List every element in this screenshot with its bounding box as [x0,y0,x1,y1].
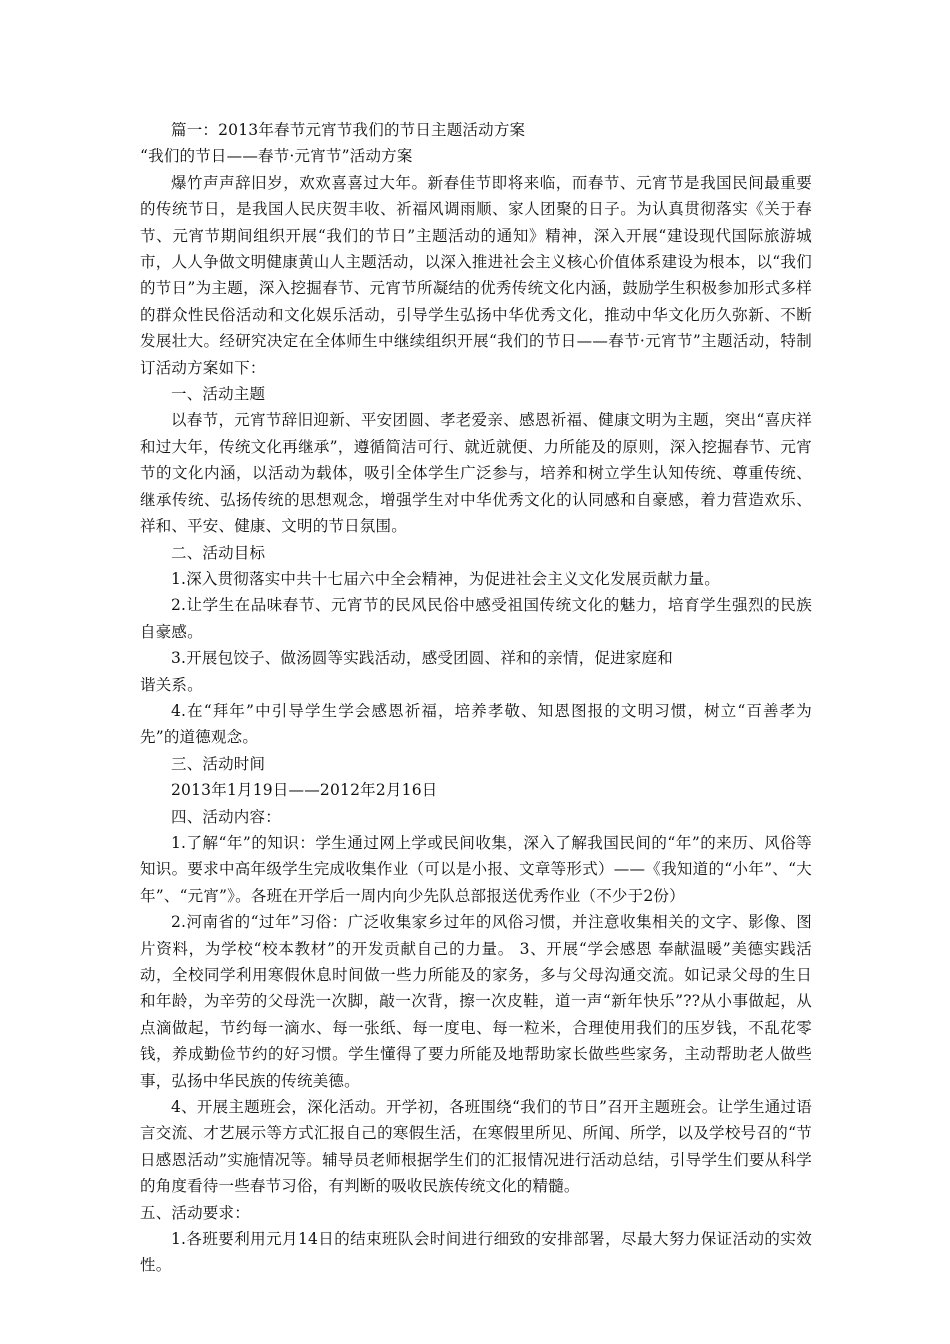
section-2-item-4: 4.在“拜年”中引导学生学会感恩祈福，培养孝敬、知恩图报的文明习惯，树立“百善孝为先”的道德观念。 [140,701,812,747]
section-1-body: 以春节，元宵节辞旧迎新、平安团圆、孝老爱亲、感恩祈福、健康文明为主题，突出“喜庆祥和过大年，传统文化再继承”，遵循简洁可行、就近就便、力所能及的原则，深入挖掘春节、元宵节的文化内涵，以活动为载体，吸引全体学生广泛参与，培养和树立学生认知传统、尊重传统、继承传统、弘扬传统的思想观念，增强学生对中华优秀文化的认同感和自豪感，着力营造欢乐、祥和、平安、健康、文明的节日氛围。 [140,411,812,536]
section-4-item-2: 2.河南省的“过年”习俗：广泛收集家乡过年的风俗习惯，并注意收集相关的文字、影像、图片资料，为学校“校本教材”的开发贡献自己的力量。 3、开展“学会感恩 奉献温暖”美德实践活动，全校同学利用寒假休息时间做一些力所能及的家务，多与父母沟通交流。如记录父母的生日和年龄，为辛劳的父母洗一次脚，敲一次背，擦一次皮鞋，道一声“新年快乐”??从小事做起，从点滴做起，节约每一滴水、每一张纸、每一度电、每一粒米，合理使用我们的压岁钱，不乱花零钱，养成勤俭节约的好习惯。学生懂得了要力所能及地帮助家长做些些家务，主动帮助老人做些事，弘扬中华民族的传统美德。 [140,913,812,1090]
intro-paragraph: 爆竹声声辞旧岁，欢欢喜喜过大年。新春佳节即将来临，而春节、元宵节是我国民间最重要的传统节日，是我国人民庆贺丰收、祈福风调雨顺、家人团聚的日子。为认真贯彻落实《关于春节、元宵节期间组织开展“我们的节日”主题活动的通知》精神，深入开展“建设现代国际旅游城市，人人争做文明健康黄山人主题活动，以深入推进社会主义核心价值体系建设为根本，以“我们的节日”为主题，深入挖掘春节、元宵节所凝结的优秀传统文化内涵，鼓励学生积极参加形式多样的群众性民俗活动和文化娱乐活动，引导学生弘扬中华优秀文化，推动中华文化历久弥新、不断发展壮大。经研究决定在全体师生中继续组织开展“我们的节日——春节·元宵节”主题活动，特制订活动方案如下： [140,173,812,377]
plan-title: “我们的节日——春节·元宵节”活动方案 [140,147,413,166]
section-2-item-3: 3.开展包饺子、做汤圆等实践活动，感受团圆、祥和的亲情，促进家庭和 [171,649,673,668]
section-2-item-3-continued: 谐关系。 [140,675,203,694]
section-3-body: 2013年1月19日——2012年2月16日 [171,781,438,800]
section-2-heading: 二、活动目标 [171,543,266,562]
section-3-heading: 三、活动时间 [171,754,266,773]
section-5-item-1: 1.各班要利用元月14日的结束班队会时间进行细致的安排部署，尽最大努力保证活动的实效性。 [140,1230,812,1275]
section-4-item-4: 4、开展主题班会，深化活动。开学初，各班围绕“我们的节日”召开主题班会。让学生通过语言交流、才艺展示等方式汇报自己的寒假生活，在寒假里所见、所闻、所学，以及学校号召的“节日感恩活动”实施情况等。辅导员老师根据学生们的汇报情况进行活动总结，引导学生们要从科学的角度看待一些春节习俗，有判断的吸收民族传统文化的精髓。 [140,1098,812,1196]
section-2-item-2: 2.让学生在品味春节、元宵节的民风民俗中感受祖国传统文化的魅力，培育学生强烈的民族自豪感。 [140,596,812,641]
section-2-item-1: 1.深入贯彻落实中共十七届六中全会精神，为促进社会主义文化发展贡献力量。 [171,569,720,588]
document-title: 篇一：2013年春节元宵节我们的节日主题活动方案 [171,121,526,139]
document-body [140,117,812,1279]
section-4-heading: 四、活动内容： [171,807,281,826]
section-1-heading: 一、活动主题 [171,385,266,404]
section-4-item-1: 1.了解“年”的知识：学生通过网上学或民间收集，深入了解我国民间的“年”的来历、风俗等知识。要求中高年级学生完成收集作业（可以是小报、文章等形式）——《我知道的“小年”、“大年”、“元宵”》。各班在开学后一周内向少先队总部报送优秀作业（不少于2份） [140,833,812,905]
section-5-heading: 五、活动要求： [140,1203,250,1222]
